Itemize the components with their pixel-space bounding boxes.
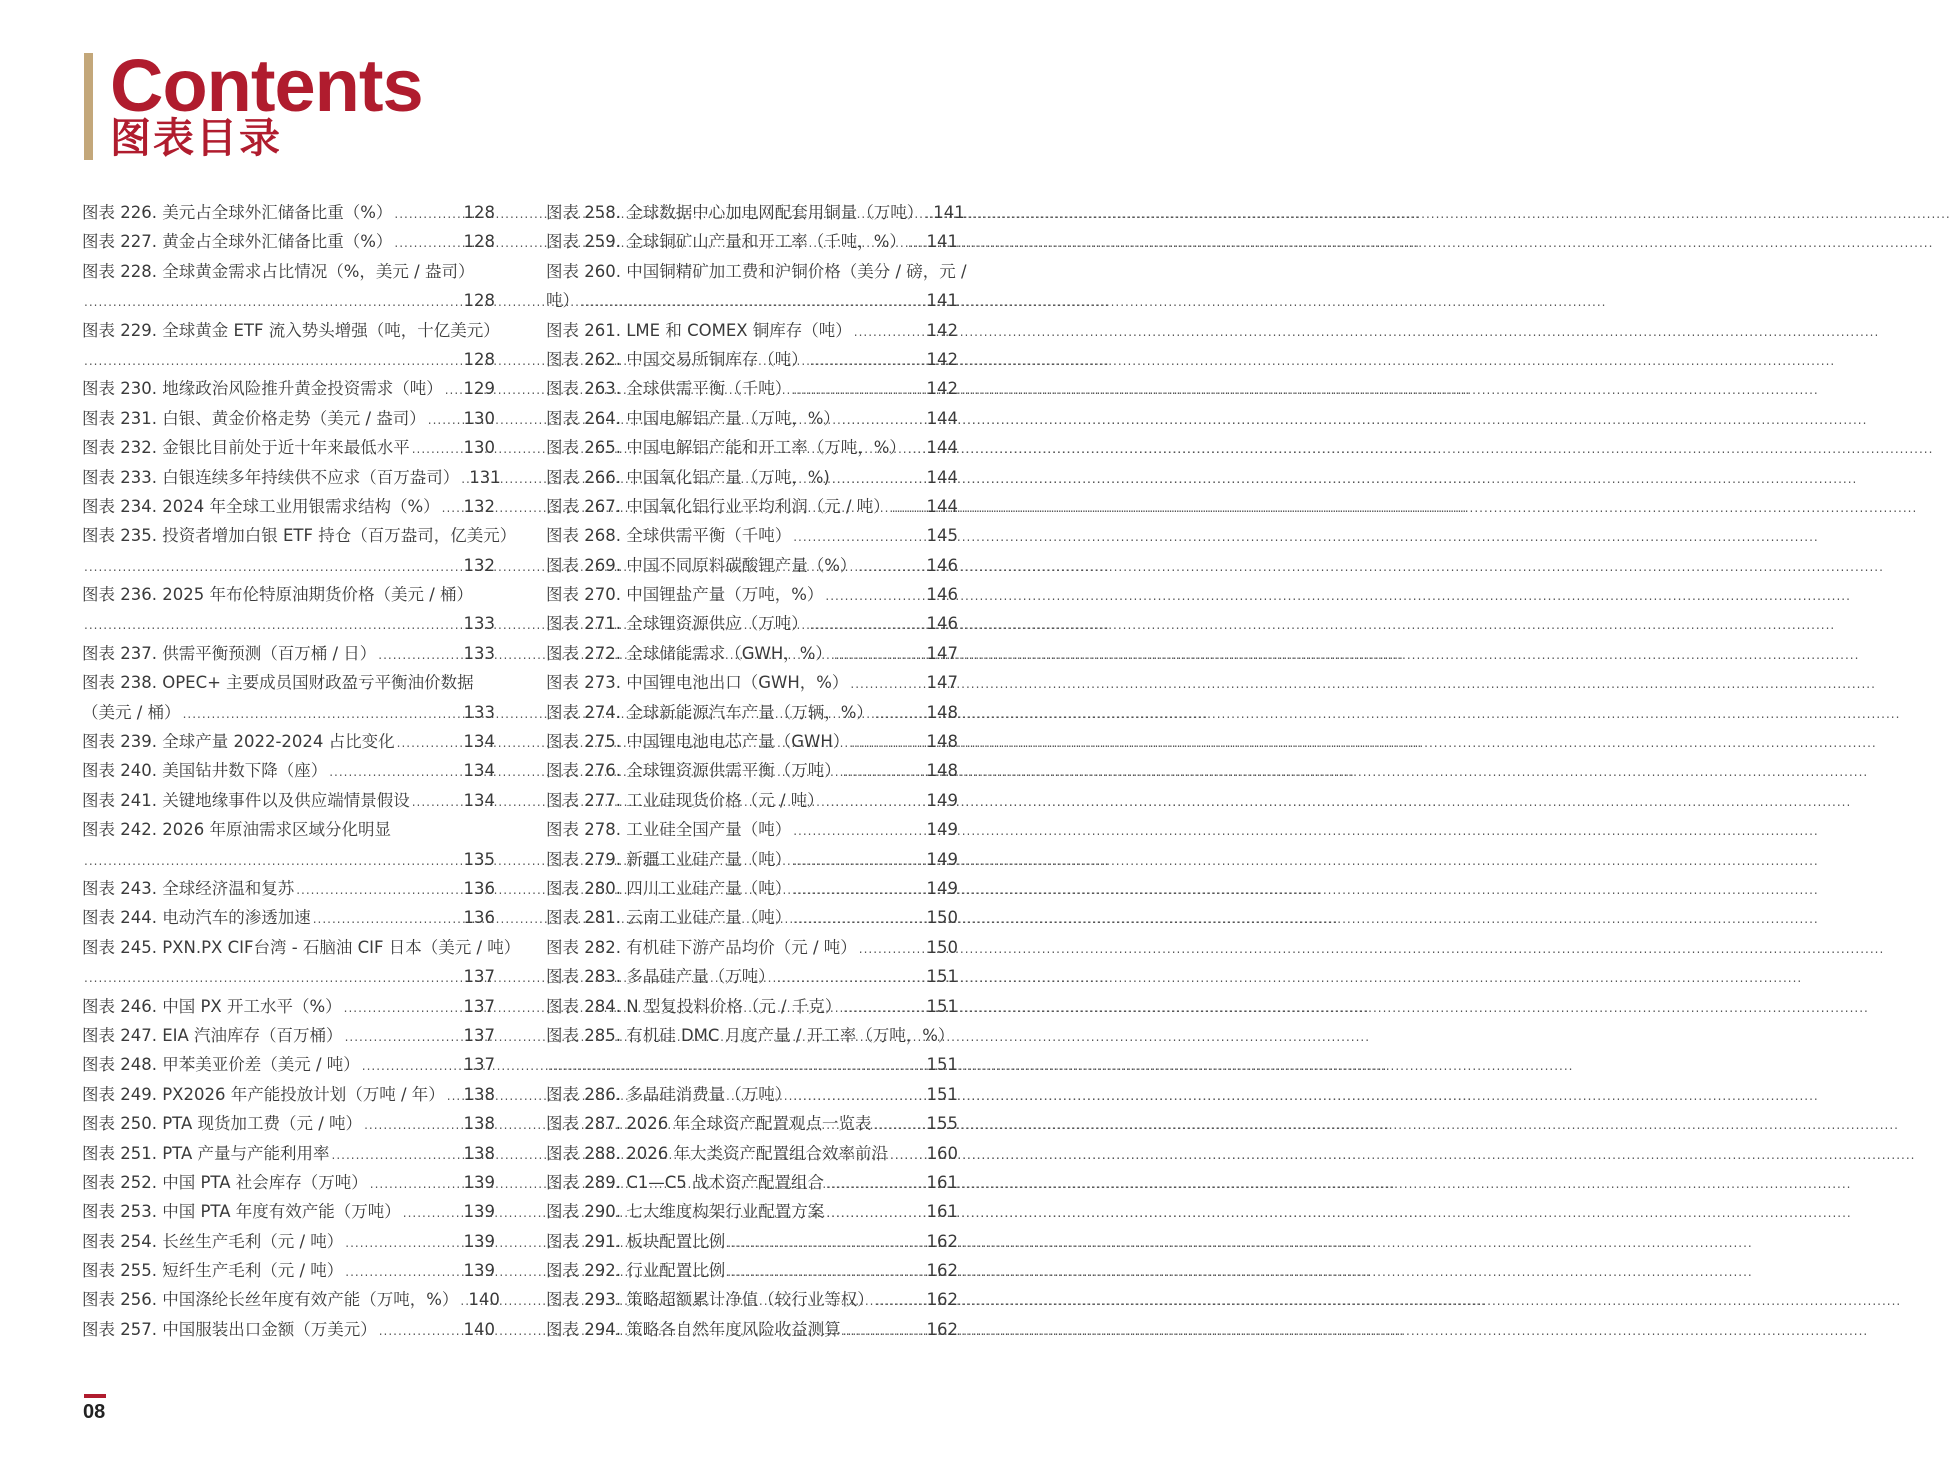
toc-entry-title: 图表 253. 中国 PTA 年度有效产能（万吨） xyxy=(82,1202,401,1222)
toc-entry-title: 图表 242. 2026 年原油需求区域分化明显 xyxy=(82,820,391,840)
toc-dot-leader xyxy=(925,200,931,229)
toc-entry-page: 133 xyxy=(463,643,495,663)
toc-entry-page: 131 xyxy=(469,467,501,487)
toc-dot-leader xyxy=(84,347,462,376)
toc-entry-title: 图表 262. 中国交易所铜库存（吨） xyxy=(546,349,808,369)
toc-entry-page: 136 xyxy=(463,908,495,928)
toc-dot-leader xyxy=(84,964,462,993)
toc-entry-title: 图表 273. 中国锂电池出口（GWH，%） xyxy=(546,673,849,693)
toc-entry[interactable] xyxy=(546,580,958,609)
toc-entry-page: 142 xyxy=(926,320,958,340)
toc-entry-page: 128 xyxy=(463,291,495,311)
toc-entry[interactable] xyxy=(82,492,495,521)
toc-entry-title: 图表 291. 板块配置比例 xyxy=(546,1231,726,1251)
toc-dot-leader xyxy=(793,847,924,876)
toc-entry[interactable] xyxy=(82,845,495,874)
toc-entry-title: 图表 241. 关键地缘事件以及供应端情景假设 xyxy=(82,790,410,810)
toc-entry-title: 图表 284. N 型复投料价格（元 / 千克） xyxy=(546,996,842,1016)
toc-dot-leader xyxy=(313,905,462,934)
toc-entry[interactable] xyxy=(546,404,958,433)
toc-entry-title: 图表 248. 甲苯美亚价差（美元 / 吨） xyxy=(82,1055,360,1075)
toc-entry[interactable] xyxy=(546,1109,958,1138)
toc-entry-title: 图表 281. 云南工业硅产量（吨） xyxy=(546,908,792,928)
toc-entry-title: 图表 240. 美国钻井数下降（座） xyxy=(82,761,328,781)
toc-entry-page: 142 xyxy=(926,349,958,369)
toc-entry-title: 图表 249. PX2026 年产能投放计划（万吨 / 年） xyxy=(82,1084,445,1104)
toc-entry[interactable] xyxy=(546,815,958,844)
toc-entry-title: 图表 255. 短纤生产毛利（元 / 吨） xyxy=(82,1261,344,1281)
toc-entry-title: （美元 / 桶） xyxy=(82,702,181,722)
toc-dot-leader xyxy=(370,1170,462,1199)
toc-dot-leader xyxy=(834,641,925,670)
toc-entry[interactable] xyxy=(546,992,958,1021)
toc-dot-leader xyxy=(84,611,462,640)
toc-entry[interactable] xyxy=(546,1197,958,1226)
toc-dot-leader xyxy=(793,876,924,905)
toc-dot-leader xyxy=(810,347,925,376)
toc-entry[interactable] xyxy=(82,1050,495,1079)
toc-dot-leader xyxy=(850,670,924,699)
toc-entry[interactable] xyxy=(82,551,495,580)
toc-entry[interactable] xyxy=(82,345,495,374)
toc-entry-title: 图表 294. 策略各自然年度风险收益测算 xyxy=(546,1319,841,1339)
toc-entry-title: 图表 289. C1—C5 战术资产配置组合 xyxy=(546,1172,825,1192)
toc-dot-leader xyxy=(825,582,924,611)
toc-dot-leader xyxy=(854,318,925,347)
toc-entry[interactable] xyxy=(546,1139,958,1168)
toc-dot-leader xyxy=(345,1023,462,1052)
toc-entry-page: 147 xyxy=(926,643,958,663)
toc-entry[interactable] xyxy=(546,198,965,227)
toc-entry[interactable] xyxy=(82,1315,495,1344)
toc-dot-leader xyxy=(727,1258,924,1287)
toc-entry-title: 图表 229. 全球黄金 ETF 流入势头增强（吨，十亿美元） xyxy=(82,320,500,340)
toc-entry-page: 151 xyxy=(926,967,958,987)
toc-entry-page: 136 xyxy=(463,878,495,898)
toc-right-column xyxy=(546,198,967,1344)
toc-entry-title: 图表 261. LME 和 COMEX 铜库存（吨） xyxy=(546,320,852,340)
toc-dot-leader xyxy=(843,1317,925,1346)
toc-entry-page: 138 xyxy=(463,1084,495,1104)
toc-entry-title: 图表 276. 全球锂资源供需平衡（万吨） xyxy=(546,761,841,781)
toc-dot-leader xyxy=(345,1229,461,1258)
toc-entry[interactable] xyxy=(82,1285,500,1314)
toc-entry-title: 图表 285. 有机硅 DMC 月度产量 / 开工率（万吨，%） xyxy=(546,1025,955,1045)
toc-entry-page: 151 xyxy=(926,1055,958,1075)
toc-entry-title: 图表 239. 全球产量 2022-2024 占比变化 xyxy=(82,732,395,752)
toc-entry[interactable] xyxy=(82,727,495,756)
toc-entry-title: 图表 226. 美元占全球外汇储备比重（%） xyxy=(82,203,393,222)
toc-entry-title: 图表 228. 全球黄金需求占比情况（%，美元 / 盎司） xyxy=(82,261,475,281)
toc-entry-title: 图表 259. 全球铜矿山产量和开工率（千吨，%） xyxy=(546,232,906,252)
toc-entry-title: 图表 234. 2024 年全球工业用银需求结构（%） xyxy=(82,496,440,516)
toc-entry-page: 144 xyxy=(926,408,958,428)
toc-dot-leader xyxy=(442,494,462,523)
toc-dot-leader xyxy=(826,788,925,817)
toc-dot-leader xyxy=(793,817,924,846)
toc-entry-page: 134 xyxy=(463,761,495,781)
toc-entry-page: 146 xyxy=(926,614,958,634)
toc-entry-title: 图表 232. 金银比目前处于近十年来最低水平 xyxy=(82,438,410,458)
toc-entry-page: 148 xyxy=(926,702,958,722)
toc-entry-title: 图表 286. 多晶硅消费量（万吨） xyxy=(546,1084,792,1104)
toc-entry-page: 130 xyxy=(463,408,495,428)
toc-entry-title: 图表 280. 四川工业硅产量（吨） xyxy=(546,878,792,898)
toc-dot-leader xyxy=(908,229,925,258)
toc-entry-page: 135 xyxy=(463,849,495,869)
toc-entry-title: 图表 269. 中国不同原料碳酸锂产量（%） xyxy=(546,555,857,575)
toc-entry-title: 图表 250. PTA 现货加工费（元 / 吨） xyxy=(82,1114,363,1134)
toc-entry[interactable] xyxy=(546,1315,958,1344)
toc-entry-page: 151 xyxy=(926,1084,958,1104)
toc-entry[interactable] xyxy=(546,492,958,521)
toc-entry-title: 吨） xyxy=(546,291,579,311)
toc-entry-page: 162 xyxy=(926,1319,958,1339)
toc-entry[interactable] xyxy=(546,756,958,785)
toc-entry-title: 图表 237. 供需平衡预测（百万桶 / 日） xyxy=(82,643,377,663)
toc-entry-page: 133 xyxy=(463,614,495,634)
toc-entry-title: 图表 279. 新疆工业硅产量（吨） xyxy=(546,849,792,869)
toc-entry-page: 139 xyxy=(463,1231,495,1251)
toc-entry[interactable] xyxy=(546,668,958,697)
page-title: Contents xyxy=(110,44,423,127)
toc-entry-page: 128 xyxy=(463,349,495,369)
toc-entry-title: 图表 245. PXN.PX CIF台湾 - 石脑油 CIF 日本（美元 / 吨） xyxy=(82,937,521,957)
toc-entry[interactable] xyxy=(82,521,517,550)
toc-dot-leader xyxy=(394,229,461,258)
toc-dot-leader xyxy=(826,1170,924,1199)
toc-dot-leader xyxy=(548,1052,925,1081)
toc-entry-title: 图表 235. 投资者增加白银 ETF 持仓（百万盎司，亿美元） xyxy=(82,526,517,546)
toc-entry-title: 图表 271. 全球锂资源供应（万吨） xyxy=(546,614,808,634)
toc-entry-page: 160 xyxy=(926,1143,958,1163)
toc-dot-leader xyxy=(329,758,461,787)
toc-entry-title: 图表 263. 全球供需平衡（千吨） xyxy=(546,379,792,399)
toc-entry-title: 图表 266. 中国氧化铝产量（万吨，%) xyxy=(546,467,830,487)
toc-entry-page: 149 xyxy=(926,790,958,810)
toc-entry-page: 138 xyxy=(463,1114,495,1134)
toc-dot-leader xyxy=(793,905,924,934)
toc-dot-leader xyxy=(403,1199,462,1228)
toc-entry[interactable] xyxy=(546,345,958,374)
toc-entry-page: 129 xyxy=(463,379,495,399)
toc-dot-leader xyxy=(876,1287,925,1316)
toc-entry[interactable] xyxy=(82,668,495,697)
toc-entry-page: 141 xyxy=(933,203,965,222)
toc-entry-title: 图表 287. 2026 年全球资产配置观点一览表 xyxy=(546,1114,872,1134)
toc-entry[interactable] xyxy=(546,227,958,256)
toc-entry[interactable] xyxy=(82,404,495,433)
toc-entry-page: 132 xyxy=(463,555,495,575)
toc-entry[interactable] xyxy=(82,609,495,638)
toc-entry-title: 图表 277. 工业硅现货价格（元 / 吨） xyxy=(546,790,824,810)
toc-entry[interactable] xyxy=(82,1139,495,1168)
toc-entry[interactable] xyxy=(82,786,495,815)
toc-entry-page: 149 xyxy=(926,849,958,869)
toc-entry[interactable] xyxy=(82,903,495,932)
toc-entry-page: 130 xyxy=(463,438,495,458)
toc-entry-page: 161 xyxy=(926,1172,958,1192)
toc-dot-leader xyxy=(362,1052,462,1081)
toc-dot-leader xyxy=(397,729,462,758)
toc-entry[interactable] xyxy=(546,374,958,403)
toc-entry[interactable] xyxy=(546,903,958,932)
toc-entry-title: 图表 230. 地缘政治风险推升黄金投资需求（吨） xyxy=(82,379,443,399)
toc-entry[interactable] xyxy=(546,1168,958,1197)
toc-entry-page: 132 xyxy=(463,496,495,516)
toc-entry-title: 图表 254. 长丝生产毛利（元 / 吨） xyxy=(82,1231,344,1251)
toc-dot-leader xyxy=(810,611,925,640)
toc-entry-title: 图表 227. 黄金占全球外汇储备比重（%） xyxy=(82,232,393,252)
toc-entry-page: 137 xyxy=(463,996,495,1016)
toc-entry[interactable] xyxy=(82,1109,495,1138)
toc-entry-title: 图表 252. 中国 PTA 社会库存（万吨） xyxy=(82,1172,368,1192)
toc-dot-leader xyxy=(793,1082,924,1111)
page-subtitle: 图表目录 xyxy=(110,114,282,162)
toc-entry-title: 图表 290. 七大维度构架行业配置方案 xyxy=(546,1202,825,1222)
toc-dot-leader xyxy=(412,788,462,817)
toc-entry-title: 图表 275. 中国锂电池电芯产量（GWH） xyxy=(546,732,850,752)
toc-dot-leader xyxy=(890,1141,925,1170)
toc-entry-title: 图表 292. 行业配置比例 xyxy=(546,1261,726,1281)
toc-entry-title: 图表 231. 白银、黄金价格走势（美元 / 盎司） xyxy=(82,408,426,428)
toc-entry[interactable] xyxy=(546,463,958,492)
toc-entry[interactable] xyxy=(546,257,967,286)
toc-dot-leader xyxy=(727,1229,924,1258)
toc-entry-title: 图表 238. OPEC+ 主要成员国财政盈亏平衡油价数据 xyxy=(82,673,474,693)
toc-entry-title: 图表 251. PTA 产量与产能利用率 xyxy=(82,1143,330,1163)
toc-dot-leader xyxy=(412,435,462,464)
toc-entry[interactable] xyxy=(546,962,958,991)
toc-dot-leader xyxy=(364,1111,461,1140)
toc-dot-leader xyxy=(892,494,925,523)
toc-entry-page: 150 xyxy=(926,937,958,957)
toc-entry[interactable] xyxy=(546,845,958,874)
toc-entry[interactable] xyxy=(546,551,958,580)
toc-entry[interactable] xyxy=(546,521,958,550)
toc-entry[interactable] xyxy=(82,962,495,991)
toc-entry[interactable] xyxy=(546,609,958,638)
toc-entry[interactable] xyxy=(82,227,495,256)
toc-entry[interactable] xyxy=(82,1256,495,1285)
toc-dot-leader xyxy=(461,465,467,494)
toc-dot-leader xyxy=(344,994,462,1023)
toc-entry[interactable] xyxy=(546,786,958,815)
toc-dot-leader xyxy=(581,288,925,317)
toc-dot-leader xyxy=(332,1141,462,1170)
toc-entry-title: 图表 278. 工业硅全国产量（吨） xyxy=(546,820,792,840)
toc-entry-page: 162 xyxy=(926,1231,958,1251)
toc-entry[interactable] xyxy=(82,933,521,962)
toc-entry-page: 146 xyxy=(926,555,958,575)
toc-entry[interactable] xyxy=(82,433,495,462)
toc-entry-page: 142 xyxy=(926,379,958,399)
page-number: 08 xyxy=(83,1401,106,1423)
toc-entry-title: 图表 293. 策略超额累计净值（较行业等权） xyxy=(546,1290,874,1310)
toc-entry[interactable] xyxy=(546,698,958,727)
toc-entry[interactable] xyxy=(546,933,958,962)
toc-dot-leader xyxy=(445,376,462,405)
toc-entry-page: 148 xyxy=(926,761,958,781)
toc-entry-page: 138 xyxy=(463,1143,495,1163)
toc-entry[interactable] xyxy=(546,1285,958,1314)
toc-entry-page: 144 xyxy=(926,467,958,487)
toc-entry[interactable] xyxy=(82,463,501,492)
toc-entry-title: 图表 264. 中国电解铝产量（万吨，%） xyxy=(546,408,840,428)
toc-entry[interactable] xyxy=(546,286,958,315)
toc-entry[interactable] xyxy=(546,874,958,903)
toc-entry-title: 图表 257. 中国服装出口金额（万美元） xyxy=(82,1319,377,1339)
toc-entry[interactable] xyxy=(546,1227,958,1256)
toc-dot-leader xyxy=(447,1082,462,1111)
toc-entry[interactable] xyxy=(546,1050,958,1079)
toc-entry-title: 图表 244. 电动汽车的渗透加速 xyxy=(82,908,311,928)
toc-dot-leader xyxy=(843,758,925,787)
toc-dot-leader xyxy=(84,847,462,876)
toc-entry-title: 图表 283. 多晶硅产量（万吨） xyxy=(546,967,775,987)
toc-entry[interactable] xyxy=(82,286,495,315)
toc-dot-leader xyxy=(460,1287,466,1316)
toc-entry[interactable] xyxy=(82,374,495,403)
toc-entry-title: 图表 233. 白银连续多年持续供不应求（百万盎司） xyxy=(82,467,460,487)
toc-dot-leader xyxy=(859,935,925,964)
toc-entry[interactable] xyxy=(546,433,958,462)
toc-entry[interactable] xyxy=(82,874,495,903)
toc-entry-title: 图表 246. 中国 PX 开工水平（%） xyxy=(82,996,342,1016)
toc-entry[interactable] xyxy=(82,316,500,345)
toc-entry[interactable] xyxy=(546,316,958,345)
toc-entry[interactable] xyxy=(546,727,958,756)
toc-entry[interactable] xyxy=(82,1227,495,1256)
toc-entry-title: 图表 267. 中国氧化铝行业平均利润（元 / 吨） xyxy=(546,496,890,516)
toc-entry-title: 图表 236. 2025 年布伦特原油期货价格（美元 / 桶） xyxy=(82,585,474,605)
toc-entry-page: 134 xyxy=(463,732,495,752)
toc-dot-leader xyxy=(858,553,924,582)
toc-dot-leader xyxy=(842,406,925,435)
toc-dot-leader xyxy=(84,553,462,582)
toc-dot-leader xyxy=(345,1258,461,1287)
toc-entry-page: 155 xyxy=(926,1114,958,1134)
toc-dot-leader xyxy=(296,876,461,905)
toc-entry-page: 147 xyxy=(926,673,958,693)
toc-entry[interactable] xyxy=(82,1197,495,1226)
toc-entry[interactable] xyxy=(82,1168,495,1197)
toc-entry-page: 150 xyxy=(926,908,958,928)
toc-entry-page: 137 xyxy=(463,1055,495,1075)
toc-entry-page: 148 xyxy=(926,732,958,752)
toc-entry-title: 图表 265. 中国电解铝产能和开工率（万吨，%） xyxy=(546,438,906,458)
toc-entry-page: 128 xyxy=(463,232,495,252)
toc-dot-leader xyxy=(908,435,925,464)
toc-entry[interactable] xyxy=(82,257,495,286)
toc-entry[interactable] xyxy=(82,1080,495,1109)
toc-entry[interactable] xyxy=(82,698,495,727)
toc-entry-title: 图表 268. 全球供需平衡（千吨） xyxy=(546,526,792,546)
toc-entry-title: 图表 282. 有机硅下游产品均价（元 / 吨） xyxy=(546,937,857,957)
toc-entry[interactable] xyxy=(546,639,958,668)
toc-entry-title: 图表 274. 全球新能源汽车产量（万辆，%） xyxy=(546,702,873,722)
toc-entry-title: 图表 247. EIA 汽油库存（百万桶） xyxy=(82,1025,343,1045)
toc-dot-leader xyxy=(394,200,461,229)
toc-entry[interactable] xyxy=(82,1021,495,1050)
toc-entry[interactable] xyxy=(546,1256,958,1285)
toc-entry-title: 图表 272. 全球储能需求（GWH，%） xyxy=(546,643,832,663)
toc-dot-leader xyxy=(793,523,924,552)
toc-entry-page: 161 xyxy=(926,1202,958,1222)
toc-entry[interactable] xyxy=(82,639,495,668)
toc-entry-page: 134 xyxy=(463,790,495,810)
toc-entry-page: 141 xyxy=(926,291,958,311)
toc-entry-page: 144 xyxy=(926,496,958,516)
toc-entry-page: 137 xyxy=(463,1025,495,1045)
toc-entry-page: 139 xyxy=(463,1172,495,1192)
toc-entry-page: 140 xyxy=(468,1290,500,1310)
toc-entry-page: 139 xyxy=(463,1261,495,1281)
toc-dot-leader xyxy=(826,1199,924,1228)
toc-dot-leader xyxy=(84,288,462,317)
toc-entry-page: 146 xyxy=(926,585,958,605)
toc-entry-title: 图表 260. 中国铜精矿加工费和沪铜价格（美分 / 磅，元 / xyxy=(546,261,967,281)
toc-entry-page: 139 xyxy=(463,1202,495,1222)
toc-dot-leader xyxy=(378,641,461,670)
toc-entry[interactable] xyxy=(82,198,495,227)
toc-entry-page: 149 xyxy=(926,820,958,840)
toc-entry-title: 图表 288. 2026 年大类资产配置组合效率前沿 xyxy=(546,1143,888,1163)
toc-entry-page: 145 xyxy=(926,526,958,546)
toc-entry[interactable] xyxy=(82,992,495,1021)
toc-dot-leader xyxy=(379,1317,462,1346)
toc-entry-title: 图表 256. 中国涤纶长丝年度有效产能（万吨，%） xyxy=(82,1290,459,1310)
toc-entry-page: 140 xyxy=(463,1319,495,1339)
header-accent-bar xyxy=(84,53,93,160)
toc-entry-title: 图表 270. 中国锂盐产量（万吨，%） xyxy=(546,585,824,605)
toc-entry[interactable] xyxy=(546,1021,958,1050)
toc-entry-page: 144 xyxy=(926,438,958,458)
toc-entry[interactable] xyxy=(546,1080,958,1109)
toc-left-column xyxy=(82,198,521,1344)
toc-entry[interactable] xyxy=(82,580,495,609)
toc-entry-page: 137 xyxy=(463,967,495,987)
toc-entry-page: 162 xyxy=(926,1261,958,1281)
toc-entry[interactable] xyxy=(82,815,495,844)
toc-dot-leader xyxy=(851,729,924,758)
toc-entry-page: 149 xyxy=(926,878,958,898)
toc-entry[interactable] xyxy=(82,756,495,785)
toc-dot-leader xyxy=(793,376,924,405)
toc-entry-page: 141 xyxy=(926,232,958,252)
toc-dot-leader xyxy=(183,700,462,729)
toc-entry-page: 151 xyxy=(926,996,958,1016)
toc-dot-leader xyxy=(428,406,462,435)
toc-entry-page: 162 xyxy=(926,1290,958,1310)
toc-entry-title: 图表 258. 全球数据中心加电网配套用铜量（万吨） xyxy=(546,203,924,222)
toc-entry-page: 133 xyxy=(463,702,495,722)
page-number-accent xyxy=(84,1394,106,1398)
toc-dot-leader xyxy=(832,465,925,494)
toc-entry-page: 128 xyxy=(463,203,495,222)
toc-dot-leader xyxy=(843,994,924,1023)
toc-dot-leader xyxy=(873,1111,924,1140)
toc-dot-leader xyxy=(777,964,925,993)
toc-entry-title: 图表 243. 全球经济温和复苏 xyxy=(82,878,295,898)
toc-dot-leader xyxy=(875,700,925,729)
